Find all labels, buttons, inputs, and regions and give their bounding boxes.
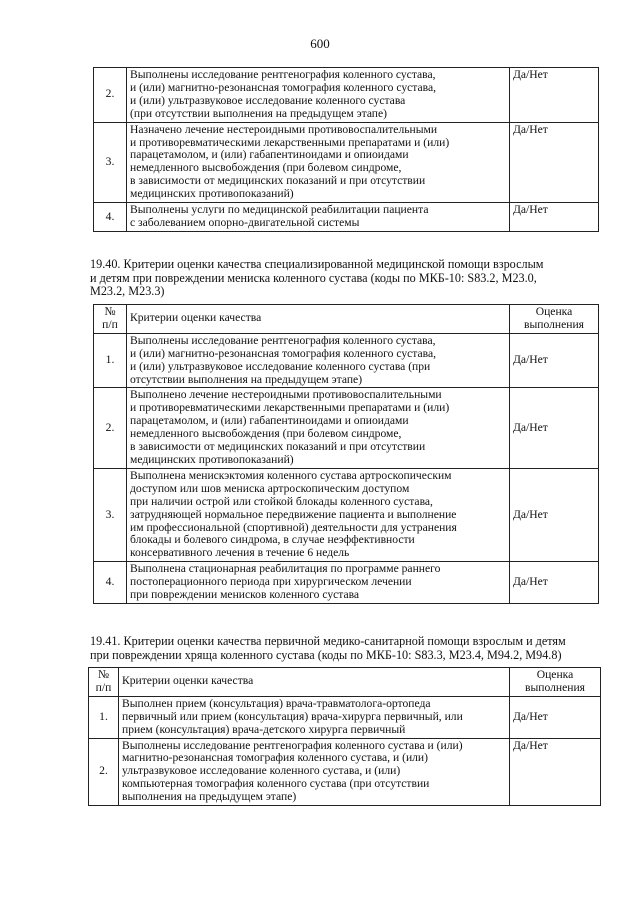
- table-row: [94, 388, 599, 468]
- row-number: 2.: [89, 738, 119, 806]
- row-number: 3.: [94, 468, 127, 561]
- row-number: 1.: [94, 333, 127, 388]
- table-row: [89, 696, 601, 738]
- table-header-row: [89, 668, 601, 697]
- criteria-table-19-41: [88, 667, 601, 806]
- header-number: № п/п: [89, 668, 119, 697]
- table-row: [94, 468, 599, 561]
- criteria-text: Выполнено лечение нестероидными противовоспалительными и противоревматическими лекарственными препаратами и (или) парацетамолом, и (или) габапентиноидами и опиоидами немедленного высвобождения (при болевом синдроме, в зависимости от медицинских показаний и при отсутствии медицинских противопоказаний): [127, 388, 510, 468]
- header-criteria: Критерии оценки качества: [127, 305, 510, 334]
- result-cell: Да/Нет: [510, 203, 599, 232]
- result-cell: Да/Нет: [510, 122, 599, 202]
- row-number: 4.: [94, 203, 127, 232]
- header-criteria: Критерии оценки качества: [119, 668, 510, 697]
- header-result: Оценка выполнения: [510, 668, 601, 697]
- criteria-text: Назначено лечение нестероидными противовоспалительными и противоревматическими лекарственными препаратами и (или) парацетамолом, и (или) габапентиноидами и опиоидами немедленного высвобождения (при болевом синдроме, в зависимости от медицинских показаний и при отсутствии медицинских противопоказаний): [127, 122, 510, 202]
- result-cell: Да/Нет: [510, 738, 601, 806]
- section-heading-19-41: 19.41. Критерии оценки качества первичной медико-санитарной помощи взрослым и детям при повреждении хряща коленного сустава (коды по МКБ-10: S83.3, M23.4, M94.2, M94.8): [90, 634, 566, 662]
- table-row: [94, 333, 599, 388]
- criteria-text: Выполнена менискэктомия коленного сустава артроскопическим доступом или шов мениска артроскопическим доступом при наличии острой или стойкой блокады коленного сустава, затрудняющей нормальное передвижение пациента и выполнение им профессиональной (спортивной) деятельности для устранения блокады и болевого синдрома, в случае неэффективности консервативного лечения в течение 6 недель: [127, 468, 510, 561]
- table-row: [94, 122, 599, 202]
- row-number: 4.: [94, 562, 127, 604]
- result-cell: Да/Нет: [510, 696, 601, 738]
- table-row: [94, 68, 599, 123]
- result-cell: Да/Нет: [510, 562, 599, 604]
- criteria-table-continued: [93, 67, 599, 232]
- criteria-table-19-40: [93, 304, 599, 604]
- table-row: [94, 203, 599, 232]
- result-cell: Да/Нет: [510, 68, 599, 123]
- table-header-row: [94, 305, 599, 334]
- table-row: [94, 562, 599, 604]
- criteria-text: Выполнены исследование рентгенография коленного сустава, и (или) магнитно-резонансная томография коленного сустава, и (или) ультразвуковое исследование коленного сустава (при отсутствии выполнения на предыдущем этапе): [127, 333, 510, 388]
- criteria-text: Выполнены услуги по медицинской реабилитации пациента с заболеванием опорно-двигательной системы: [127, 203, 510, 232]
- table-row: [89, 738, 601, 806]
- header-result: Оценка выполнения: [510, 305, 599, 334]
- result-cell: Да/Нет: [510, 468, 599, 561]
- criteria-text: Выполнена стационарная реабилитация по программе раннего постоперационного периода при хирургическом лечении при повреждении менисков коленного сустава: [127, 562, 510, 604]
- result-cell: Да/Нет: [510, 388, 599, 468]
- criteria-text: Выполнен прием (консультация) врача-травматолога-ортопеда первичный или прием (консультация) врача-хирурга первичный, или прием (консультация) врача-детского хирурга первичный: [119, 696, 510, 738]
- row-number: 2.: [94, 68, 127, 123]
- page-number: 600: [310, 36, 330, 51]
- section-heading-19-40: 19.40. Критерии оценки качества специализированной медицинской помощи взрослым и детям при повреждении мениска коленного сустава (коды по МКБ-10: S83.2, M23.0, M23.2, M23.3): [90, 257, 544, 299]
- header-number: № п/п: [94, 305, 127, 334]
- row-number: 3.: [94, 122, 127, 202]
- result-cell: Да/Нет: [510, 333, 599, 388]
- row-number: 1.: [89, 696, 119, 738]
- row-number: 2.: [94, 388, 127, 468]
- criteria-text: Выполнены исследование рентгенография коленного сустава, и (или) магнитно-резонансная томография коленного сустава, и (или) ультразвуковое исследование коленного сустава (при отсутствии выполнения на предыдущем этапе): [127, 68, 510, 123]
- criteria-text: Выполнены исследование рентгенография коленного сустава и (или) магнитно-резонансная томография коленного сустава, и (или) ультразвуковое исследование коленного сустава, и (или) компьютерная томография коленного сустава (при отсутствии выполнения на предыдущем этапе): [119, 738, 510, 806]
